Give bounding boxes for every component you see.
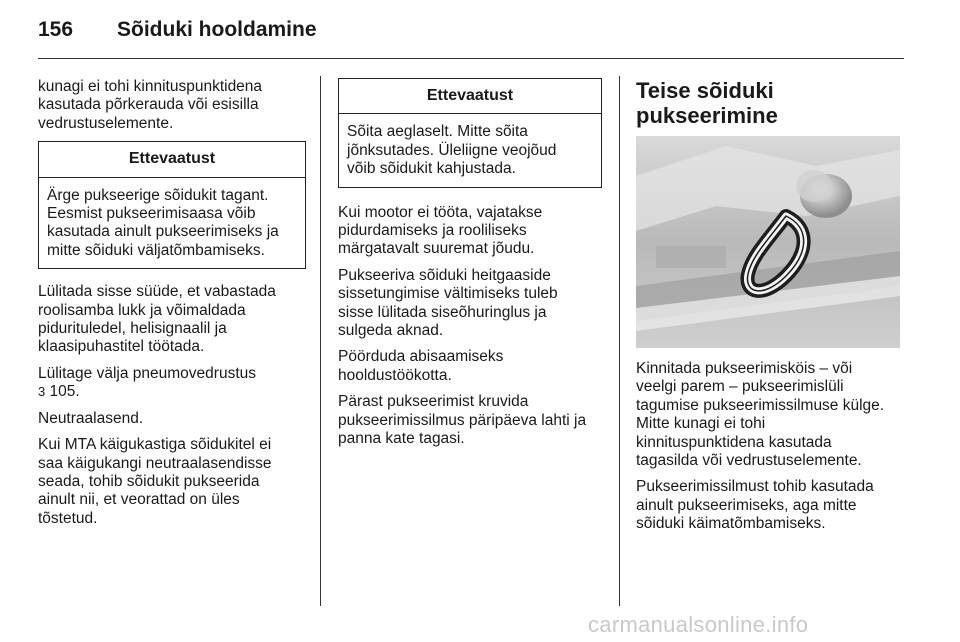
col2-paragraph-4: Pärast pukseerimist kruvida pukseerimissilmus päripäeva lahti ja panna kate tagasi. [338, 393, 587, 448]
watermark: carmanualsonline.info [588, 612, 809, 637]
caution-box-2 [338, 78, 602, 188]
col1-paragraph-2 [38, 365, 306, 402]
caution-title-1: Ettevaatust [39, 142, 305, 177]
column-3 [636, 78, 902, 542]
page-number: 156 [38, 18, 74, 41]
col1-paragraph-4: Kui MTA käigukastiga sõidukitel ei saa käigukangi neutraalasendisse seada, tohib sõidukit pukseerida ainult nii, et veorattad on üles tõstetud. [38, 436, 272, 527]
caution-body-1: Ärge pukseerige sõidukit tagant. Eesmist pukseerimisaasa võib kasutada ainult pukseerimiseks ja mitte sõiduki väljatõmbamiseks. [47, 186, 279, 259]
towing-eye-photo [636, 136, 900, 348]
col1-paragraph-3: Neutraalasend. [38, 409, 144, 427]
page-header [38, 14, 904, 54]
column-divider-1 [320, 76, 321, 606]
col1-paragraph-2-text: Lülitage välja pneumovedrustus [38, 364, 256, 382]
col3-paragraph-2: Pukseerimissilmust tohib kasutada ainult pukseerimiseks, aga mitte sõiduki käimatõmbamiseks. [636, 478, 874, 533]
caution-body-2: Sõita aeglaselt. Mitte sõita jõnksutades. Üleliigne veojõud võib sõidukit kahjustada. [347, 123, 557, 178]
caution-title-2: Ettevaatust [339, 79, 601, 114]
col2-paragraph-3: Pöörduda abisaamiseks hooldustöökotta. [338, 348, 504, 384]
col3-paragraph-1: Kinnitada pukseerimisköis – või veelgi parem – pukseerimislüli tagumise pukseerimissilmuse külge. Mitte kunagi ei tohi kinnituspunktidena kasutada tagasilda või vedrustuselemente. [636, 360, 885, 470]
col1-paragraph-1: Lülitada sisse süüde, et vabastada roolisamba lukk ja võimaldada pidurituledel, helisignaalil ja klaasipuhastitel töötada. [38, 283, 276, 356]
col2-paragraph-2: Pukseeriva sõiduki heitgaaside sissetungimise vältimiseks tuleb sisse lülitada siseõhuringlus ja sulgeda aknad. [338, 266, 558, 340]
column-divider-2 [619, 76, 620, 606]
col2-paragraph-1: Kui mootor ei tööta, vajatakse pidurdamiseks ja rooliliseks märgatavalt suuremat jõudu. [338, 203, 543, 258]
page-title: Sõiduki hooldamine [117, 18, 317, 41]
page-ref-arrow-icon: 3 [38, 384, 46, 400]
page-reference-link[interactable]: 105. [49, 383, 80, 401]
col1-intro: kunagi ei tohi kinnituspunktidena kasutada põrkerauda või esisilla vedrustuselemente. [38, 78, 263, 132]
header-rule [38, 58, 904, 59]
caution-box-1 [38, 141, 306, 269]
column-1 [38, 78, 306, 536]
section-heading: Teise sõiduki pukseerimine [636, 78, 778, 128]
column-2 [338, 78, 602, 457]
